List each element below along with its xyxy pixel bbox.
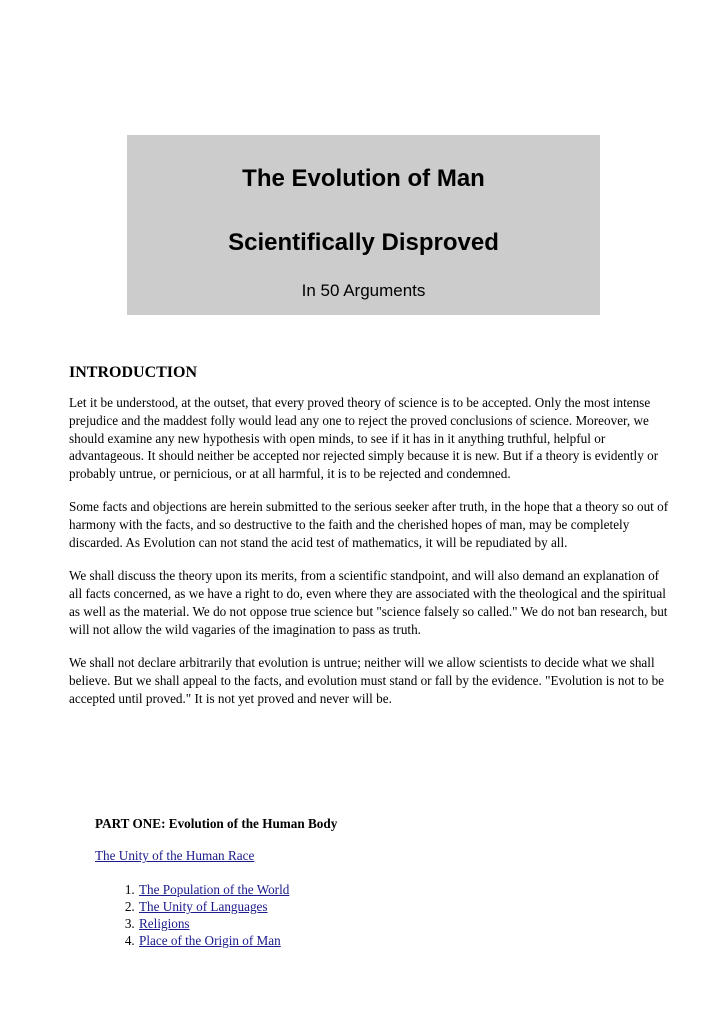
- population-of-world-link[interactable]: The Population of the World: [139, 882, 290, 897]
- intro-paragraph-4: We shall not declare arbitrarily that evolution is untrue; neither will we allow scientists to decide what we shall believe. But we shall appeal to the facts, and evolution must stand or fall by the evidence. "Evolution is not to be accepted until proved." It is not yet proved and never will be.: [69, 655, 665, 706]
- introduction-heading: INTRODUCTION: [69, 364, 198, 381]
- list-item: [138, 881, 655, 898]
- part-one-heading: PART ONE: Evolution of the Human Body: [95, 816, 338, 831]
- intro-paragraph-2: Some facts and objections are herein submitted to the serious seeker after truth, in the hope that a theory so out of harmony with the facts, and so destructive to the faith and the cherished hopes of man, may be completely discarded. As Evolution can not stand the acid test of mathematics, it will be repudiated by all.: [69, 499, 669, 551]
- document-subtitle: In 50 Arguments: [301, 281, 426, 300]
- unity-of-languages-link[interactable]: The Unity of Languages: [139, 899, 268, 914]
- intro-paragraph-1: Let it be understood, at the outset, that every proved theory of science is to be accepted. Only the most intense prejudice and the maddest folly would lead any one to reject the proved conclusions of science. Moreover, we should examine any new hypothesis with open minds, to see if it has in it anything truthful, helpful or advantageous. It should neither be accepted nor rejected simply because it is new. But if a theory is evidently or probably untrue, or pernicious, or at all harmful, it is to be rejected and condemned.: [69, 395, 659, 482]
- list-item: [138, 898, 655, 915]
- document-title: The Evolution of Man: [242, 165, 485, 192]
- toc-list: [95, 881, 655, 949]
- title-box: [127, 135, 600, 315]
- introduction-section: [69, 362, 669, 723]
- table-of-contents: [95, 815, 655, 949]
- intro-paragraph-3: We shall discuss the theory upon its merits, from a scientific standpoint, and will also demand an explanation of all facts concerned, as we have a right to do, even where they are associated with the theological and the spiritual as well as the material. We do not oppose true science but "science falsely so called." We do not ban research, but will not allow the wild vagaries of the imagination to pass as truth.: [69, 568, 668, 637]
- list-item: [138, 932, 655, 949]
- list-item: [138, 915, 655, 932]
- religions-link[interactable]: Religions: [139, 916, 190, 931]
- unity-of-human-race-link[interactable]: The Unity of the Human Race: [95, 848, 255, 863]
- document-title-line2: Scientifically Disproved: [228, 229, 499, 256]
- place-of-origin-link[interactable]: Place of the Origin of Man: [139, 933, 281, 948]
- section-heading-row: [95, 847, 655, 865]
